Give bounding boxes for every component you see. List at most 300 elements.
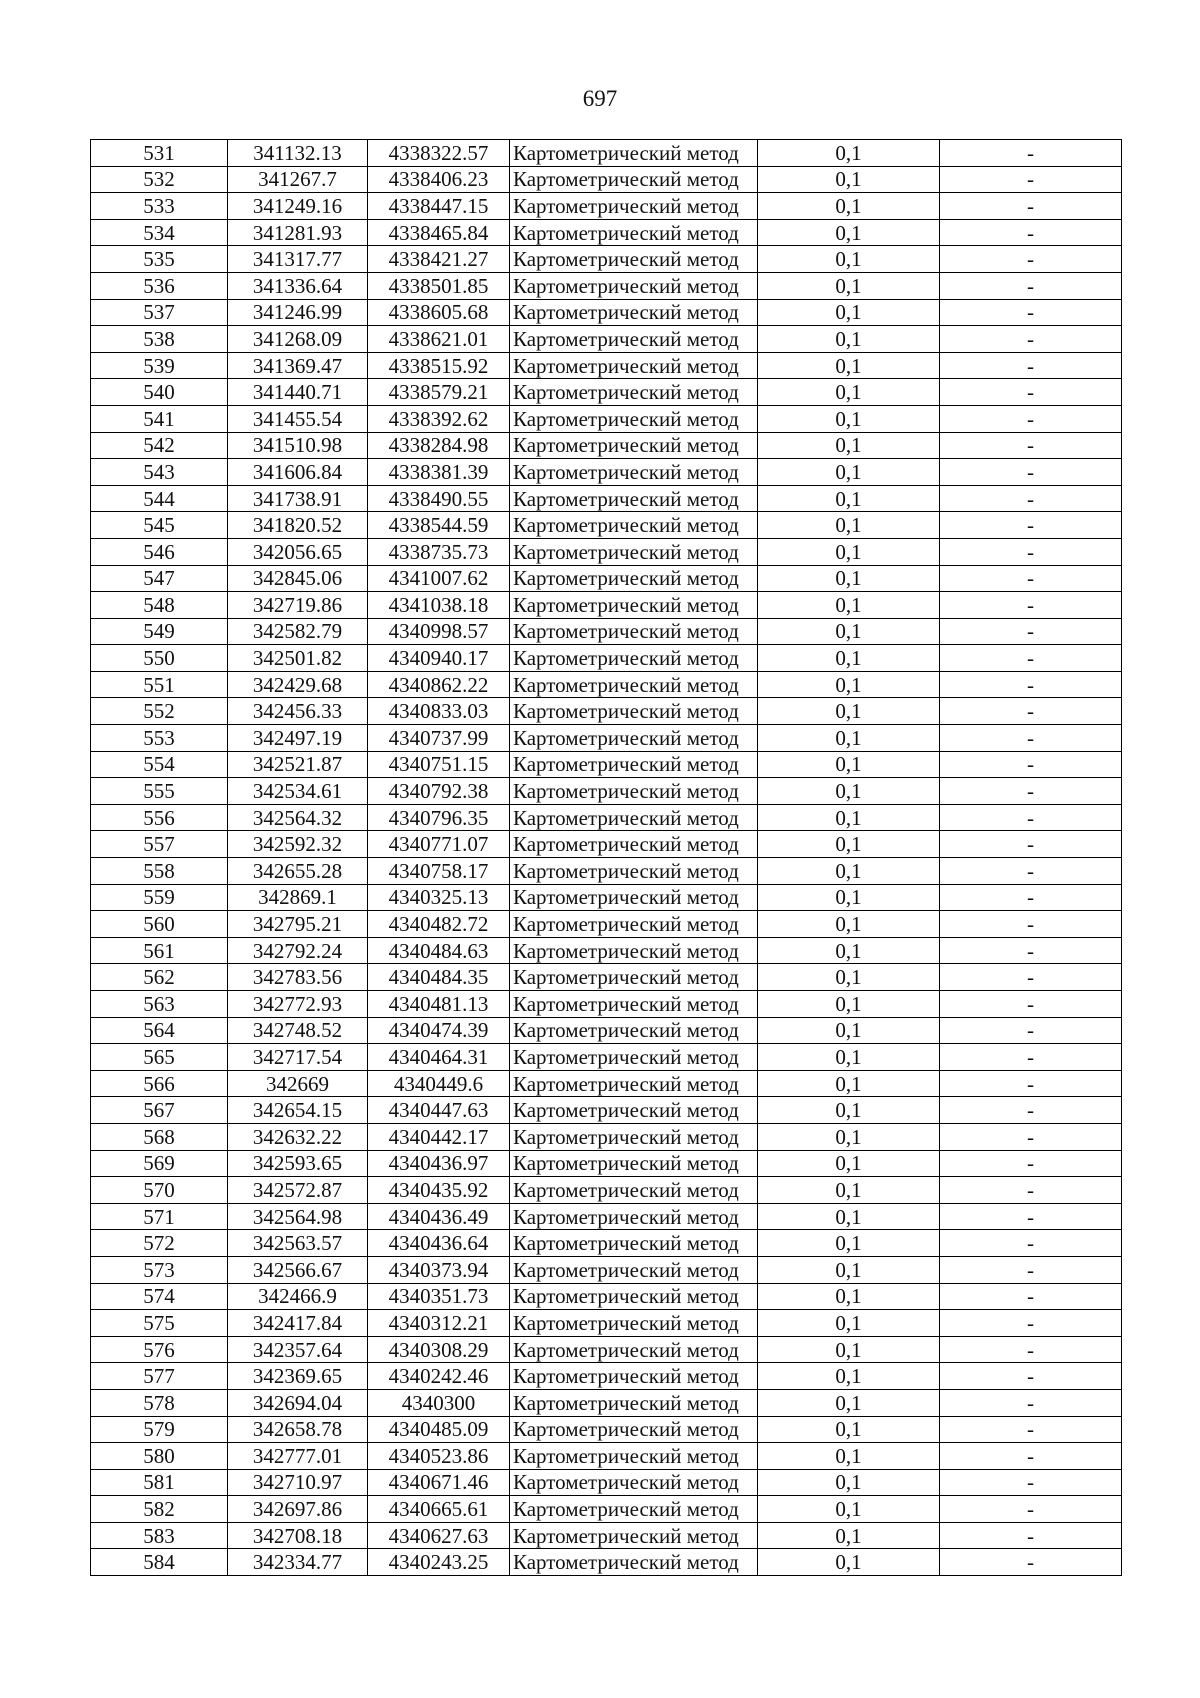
note-cell: - (940, 538, 1122, 565)
method-cell: Картометрический метод (510, 166, 758, 193)
table-row (91, 140, 1122, 167)
method-cell: Картометрический метод (510, 219, 758, 246)
table-row (91, 1522, 1122, 1549)
accuracy-cell: 0,1 (758, 592, 940, 619)
y-coordinate-cell: 4338621.01 (368, 326, 510, 353)
x-coordinate-cell: 342792.24 (228, 937, 368, 964)
point-number-cell: 561 (91, 937, 228, 964)
accuracy-cell: 0,1 (758, 1203, 940, 1230)
method-cell: Картометрический метод (510, 193, 758, 220)
y-coordinate-cell: 4340436.64 (368, 1230, 510, 1257)
y-coordinate-cell: 4338447.15 (368, 193, 510, 220)
x-coordinate-cell: 342593.65 (228, 1150, 368, 1177)
method-cell: Картометрический метод (510, 911, 758, 938)
accuracy-cell: 0,1 (758, 1017, 940, 1044)
y-coordinate-cell: 4340243.25 (368, 1549, 510, 1576)
note-cell: - (940, 991, 1122, 1018)
x-coordinate-cell: 342708.18 (228, 1522, 368, 1549)
x-coordinate-cell: 342369.65 (228, 1363, 368, 1390)
x-coordinate-cell: 342592.32 (228, 831, 368, 858)
point-number-cell: 573 (91, 1256, 228, 1283)
point-number-cell: 580 (91, 1443, 228, 1470)
y-coordinate-cell: 4340447.63 (368, 1097, 510, 1124)
table-row (91, 193, 1122, 220)
table-row (91, 1017, 1122, 1044)
point-number-cell: 563 (91, 991, 228, 1018)
x-coordinate-cell: 342564.32 (228, 804, 368, 831)
x-coordinate-cell: 342572.87 (228, 1177, 368, 1204)
note-cell: - (940, 140, 1122, 167)
table-row (91, 964, 1122, 991)
x-coordinate-cell: 342466.9 (228, 1283, 368, 1310)
x-coordinate-cell: 342564.98 (228, 1203, 368, 1230)
y-coordinate-cell: 4340481.13 (368, 991, 510, 1018)
y-coordinate-cell: 4340474.39 (368, 1017, 510, 1044)
note-cell: - (940, 1177, 1122, 1204)
note-cell: - (940, 432, 1122, 459)
x-coordinate-cell: 342357.64 (228, 1336, 368, 1363)
method-cell: Картометрический метод (510, 432, 758, 459)
method-cell: Картометрический метод (510, 512, 758, 539)
accuracy-cell: 0,1 (758, 1363, 940, 1390)
x-coordinate-cell: 342563.57 (228, 1230, 368, 1257)
point-number-cell: 570 (91, 1177, 228, 1204)
table-row (91, 512, 1122, 539)
point-number-cell: 582 (91, 1496, 228, 1523)
y-coordinate-cell: 4340751.15 (368, 751, 510, 778)
x-coordinate-cell: 342417.84 (228, 1310, 368, 1337)
accuracy-cell: 0,1 (758, 1389, 940, 1416)
y-coordinate-cell: 4338605.68 (368, 299, 510, 326)
y-coordinate-cell: 4338406.23 (368, 166, 510, 193)
method-cell: Картометрический метод (510, 1123, 758, 1150)
x-coordinate-cell: 342521.87 (228, 751, 368, 778)
x-coordinate-cell: 342534.61 (228, 778, 368, 805)
accuracy-cell: 0,1 (758, 1070, 940, 1097)
note-cell: - (940, 751, 1122, 778)
point-number-cell: 572 (91, 1230, 228, 1257)
table-row (91, 698, 1122, 725)
table-row (91, 1123, 1122, 1150)
y-coordinate-cell: 4340758.17 (368, 858, 510, 885)
method-cell: Картометрический метод (510, 645, 758, 672)
point-number-cell: 532 (91, 166, 228, 193)
point-number-cell: 574 (91, 1283, 228, 1310)
y-coordinate-cell: 4340300 (368, 1389, 510, 1416)
note-cell: - (940, 1310, 1122, 1337)
y-coordinate-cell: 4340436.49 (368, 1203, 510, 1230)
point-number-cell: 537 (91, 299, 228, 326)
accuracy-cell: 0,1 (758, 991, 940, 1018)
y-coordinate-cell: 4340464.31 (368, 1044, 510, 1071)
accuracy-cell: 0,1 (758, 1336, 940, 1363)
table-row (91, 725, 1122, 752)
method-cell: Картометрический метод (510, 1496, 758, 1523)
method-cell: Картометрический метод (510, 1256, 758, 1283)
note-cell: - (940, 884, 1122, 911)
point-number-cell: 583 (91, 1522, 228, 1549)
method-cell: Картометрический метод (510, 964, 758, 991)
note-cell: - (940, 1097, 1122, 1124)
x-coordinate-cell: 342632.22 (228, 1123, 368, 1150)
point-number-cell: 546 (91, 538, 228, 565)
note-cell: - (940, 645, 1122, 672)
y-coordinate-cell: 4340484.35 (368, 964, 510, 991)
method-cell: Картометрический метод (510, 1097, 758, 1124)
accuracy-cell: 0,1 (758, 1097, 940, 1124)
accuracy-cell: 0,1 (758, 485, 940, 512)
y-coordinate-cell: 4340671.46 (368, 1469, 510, 1496)
method-cell: Картометрический метод (510, 778, 758, 805)
accuracy-cell: 0,1 (758, 671, 940, 698)
point-number-cell: 571 (91, 1203, 228, 1230)
method-cell: Картометрический метод (510, 1363, 758, 1390)
method-cell: Картометрический метод (510, 1549, 758, 1576)
accuracy-cell: 0,1 (758, 512, 940, 539)
accuracy-cell: 0,1 (758, 1522, 940, 1549)
y-coordinate-cell: 4340325.13 (368, 884, 510, 911)
note-cell: - (940, 1017, 1122, 1044)
y-coordinate-cell: 4341038.18 (368, 592, 510, 619)
x-coordinate-cell: 342869.1 (228, 884, 368, 911)
method-cell: Картометрический метод (510, 299, 758, 326)
note-cell: - (940, 485, 1122, 512)
note-cell: - (940, 858, 1122, 885)
table-row (91, 618, 1122, 645)
x-coordinate-cell: 342582.79 (228, 618, 368, 645)
point-number-cell: 536 (91, 272, 228, 299)
method-cell: Картометрический метод (510, 140, 758, 167)
accuracy-cell: 0,1 (758, 459, 940, 486)
method-cell: Картометрический метод (510, 1443, 758, 1470)
y-coordinate-cell: 4340627.63 (368, 1522, 510, 1549)
method-cell: Картометрический метод (510, 592, 758, 619)
point-number-cell: 534 (91, 219, 228, 246)
x-coordinate-cell: 342456.33 (228, 698, 368, 725)
accuracy-cell: 0,1 (758, 326, 940, 353)
point-number-cell: 577 (91, 1363, 228, 1390)
y-coordinate-cell: 4340312.21 (368, 1310, 510, 1337)
method-cell: Картометрический метод (510, 618, 758, 645)
accuracy-cell: 0,1 (758, 698, 940, 725)
note-cell: - (940, 1283, 1122, 1310)
point-number-cell: 533 (91, 193, 228, 220)
note-cell: - (940, 725, 1122, 752)
point-number-cell: 560 (91, 911, 228, 938)
point-number-cell: 539 (91, 352, 228, 379)
note-cell: - (940, 1389, 1122, 1416)
x-coordinate-cell: 341317.77 (228, 246, 368, 273)
y-coordinate-cell: 4340771.07 (368, 831, 510, 858)
x-coordinate-cell: 342566.67 (228, 1256, 368, 1283)
method-cell: Картометрический метод (510, 1416, 758, 1443)
y-coordinate-cell: 4340351.73 (368, 1283, 510, 1310)
table-row (91, 911, 1122, 938)
accuracy-cell: 0,1 (758, 272, 940, 299)
method-cell: Картометрический метод (510, 804, 758, 831)
table-row (91, 299, 1122, 326)
coordinates-table-body (91, 140, 1122, 1576)
note-cell: - (940, 1070, 1122, 1097)
table-row (91, 1336, 1122, 1363)
point-number-cell: 569 (91, 1150, 228, 1177)
table-row (91, 1150, 1122, 1177)
method-cell: Картометрический метод (510, 1230, 758, 1257)
x-coordinate-cell: 341267.7 (228, 166, 368, 193)
point-number-cell: 557 (91, 831, 228, 858)
x-coordinate-cell: 341440.71 (228, 379, 368, 406)
accuracy-cell: 0,1 (758, 884, 940, 911)
coordinates-table (90, 139, 1122, 1576)
x-coordinate-cell: 341369.47 (228, 352, 368, 379)
method-cell: Картометрический метод (510, 1177, 758, 1204)
table-row (91, 432, 1122, 459)
point-number-cell: 531 (91, 140, 228, 167)
x-coordinate-cell: 341132.13 (228, 140, 368, 167)
x-coordinate-cell: 341268.09 (228, 326, 368, 353)
note-cell: - (940, 1496, 1122, 1523)
note-cell: - (940, 1363, 1122, 1390)
table-row (91, 1283, 1122, 1310)
point-number-cell: 566 (91, 1070, 228, 1097)
page-number: 697 (582, 86, 618, 111)
table-row (91, 1070, 1122, 1097)
accuracy-cell: 0,1 (758, 1123, 940, 1150)
table-row (91, 1097, 1122, 1124)
method-cell: Картометрический метод (510, 1070, 758, 1097)
table-row (91, 884, 1122, 911)
table-row (91, 1443, 1122, 1470)
accuracy-cell: 0,1 (758, 1416, 940, 1443)
table-row (91, 592, 1122, 619)
x-coordinate-cell: 341738.91 (228, 485, 368, 512)
table-row (91, 1044, 1122, 1071)
accuracy-cell: 0,1 (758, 645, 940, 672)
note-cell: - (940, 565, 1122, 592)
y-coordinate-cell: 4340998.57 (368, 618, 510, 645)
table-row (91, 352, 1122, 379)
note-cell: - (940, 778, 1122, 805)
method-cell: Картометрический метод (510, 1469, 758, 1496)
method-cell: Картометрический метод (510, 884, 758, 911)
point-number-cell: 535 (91, 246, 228, 273)
accuracy-cell: 0,1 (758, 751, 940, 778)
method-cell: Картометрический метод (510, 831, 758, 858)
table-row (91, 804, 1122, 831)
point-number-cell: 547 (91, 565, 228, 592)
point-number-cell: 543 (91, 459, 228, 486)
table-row (91, 1549, 1122, 1576)
x-coordinate-cell: 342710.97 (228, 1469, 368, 1496)
point-number-cell: 556 (91, 804, 228, 831)
accuracy-cell: 0,1 (758, 1230, 940, 1257)
accuracy-cell: 0,1 (758, 1496, 940, 1523)
table-row (91, 485, 1122, 512)
accuracy-cell: 0,1 (758, 219, 940, 246)
y-coordinate-cell: 4338490.55 (368, 485, 510, 512)
x-coordinate-cell: 342497.19 (228, 725, 368, 752)
note-cell: - (940, 272, 1122, 299)
x-coordinate-cell: 341246.99 (228, 299, 368, 326)
point-number-cell: 552 (91, 698, 228, 725)
method-cell: Картометрический метод (510, 1017, 758, 1044)
point-number-cell: 545 (91, 512, 228, 539)
accuracy-cell: 0,1 (758, 778, 940, 805)
x-coordinate-cell: 342655.28 (228, 858, 368, 885)
point-number-cell: 568 (91, 1123, 228, 1150)
note-cell: - (940, 1123, 1122, 1150)
y-coordinate-cell: 4340665.61 (368, 1496, 510, 1523)
note-cell: - (940, 1150, 1122, 1177)
method-cell: Картометрический метод (510, 459, 758, 486)
note-cell: - (940, 299, 1122, 326)
point-number-cell: 558 (91, 858, 228, 885)
y-coordinate-cell: 4340485.09 (368, 1416, 510, 1443)
note-cell: - (940, 193, 1122, 220)
method-cell: Картометрический метод (510, 405, 758, 432)
note-cell: - (940, 1336, 1122, 1363)
y-coordinate-cell: 4341007.62 (368, 565, 510, 592)
note-cell: - (940, 166, 1122, 193)
y-coordinate-cell: 4338465.84 (368, 219, 510, 246)
note-cell: - (940, 1203, 1122, 1230)
accuracy-cell: 0,1 (758, 804, 940, 831)
method-cell: Картометрический метод (510, 379, 758, 406)
y-coordinate-cell: 4340940.17 (368, 645, 510, 672)
accuracy-cell: 0,1 (758, 831, 940, 858)
x-coordinate-cell: 342845.06 (228, 565, 368, 592)
accuracy-cell: 0,1 (758, 246, 940, 273)
y-coordinate-cell: 4338579.21 (368, 379, 510, 406)
y-coordinate-cell: 4340242.46 (368, 1363, 510, 1390)
note-cell: - (940, 1416, 1122, 1443)
table-row (91, 1256, 1122, 1283)
table-row (91, 937, 1122, 964)
x-coordinate-cell: 342654.15 (228, 1097, 368, 1124)
x-coordinate-cell: 341455.54 (228, 405, 368, 432)
x-coordinate-cell: 341510.98 (228, 432, 368, 459)
accuracy-cell: 0,1 (758, 1256, 940, 1283)
x-coordinate-cell: 342748.52 (228, 1017, 368, 1044)
point-number-cell: 544 (91, 485, 228, 512)
point-number-cell: 541 (91, 405, 228, 432)
x-coordinate-cell: 342795.21 (228, 911, 368, 938)
x-coordinate-cell: 342056.65 (228, 538, 368, 565)
accuracy-cell: 0,1 (758, 1469, 940, 1496)
x-coordinate-cell: 342719.86 (228, 592, 368, 619)
point-number-cell: 584 (91, 1549, 228, 1576)
note-cell: - (940, 592, 1122, 619)
table-row (91, 991, 1122, 1018)
point-number-cell: 548 (91, 592, 228, 619)
table-row (91, 219, 1122, 246)
x-coordinate-cell: 342772.93 (228, 991, 368, 1018)
accuracy-cell: 0,1 (758, 1150, 940, 1177)
accuracy-cell: 0,1 (758, 379, 940, 406)
point-number-cell: 565 (91, 1044, 228, 1071)
accuracy-cell: 0,1 (758, 1549, 940, 1576)
table-row (91, 1310, 1122, 1337)
y-coordinate-cell: 4340737.99 (368, 725, 510, 752)
point-number-cell: 554 (91, 751, 228, 778)
accuracy-cell: 0,1 (758, 538, 940, 565)
y-coordinate-cell: 4340484.63 (368, 937, 510, 964)
method-cell: Картометрический метод (510, 1283, 758, 1310)
accuracy-cell: 0,1 (758, 193, 940, 220)
y-coordinate-cell: 4340862.22 (368, 671, 510, 698)
accuracy-cell: 0,1 (758, 618, 940, 645)
point-number-cell: 562 (91, 964, 228, 991)
table-row (91, 326, 1122, 353)
table-row (91, 1389, 1122, 1416)
note-cell: - (940, 831, 1122, 858)
y-coordinate-cell: 4340436.97 (368, 1150, 510, 1177)
note-cell: - (940, 671, 1122, 698)
note-cell: - (940, 698, 1122, 725)
table-row (91, 1177, 1122, 1204)
note-cell: - (940, 246, 1122, 273)
table-row (91, 1203, 1122, 1230)
table-row (91, 831, 1122, 858)
y-coordinate-cell: 4338735.73 (368, 538, 510, 565)
y-coordinate-cell: 4340792.38 (368, 778, 510, 805)
table-row (91, 645, 1122, 672)
point-number-cell: 567 (91, 1097, 228, 1124)
x-coordinate-cell: 341336.64 (228, 272, 368, 299)
table-row (91, 405, 1122, 432)
accuracy-cell: 0,1 (758, 1044, 940, 1071)
y-coordinate-cell: 4338544.59 (368, 512, 510, 539)
table-row (91, 1496, 1122, 1523)
accuracy-cell: 0,1 (758, 432, 940, 459)
accuracy-cell: 0,1 (758, 140, 940, 167)
point-number-cell: 576 (91, 1336, 228, 1363)
y-coordinate-cell: 4338284.98 (368, 432, 510, 459)
method-cell: Картометрический метод (510, 1336, 758, 1363)
table-row (91, 1230, 1122, 1257)
note-cell: - (940, 1230, 1122, 1257)
note-cell: - (940, 1443, 1122, 1470)
table-row (91, 565, 1122, 592)
method-cell: Картометрический метод (510, 671, 758, 698)
method-cell: Картометрический метод (510, 272, 758, 299)
x-coordinate-cell: 341606.84 (228, 459, 368, 486)
accuracy-cell: 0,1 (758, 299, 940, 326)
note-cell: - (940, 804, 1122, 831)
accuracy-cell: 0,1 (758, 1310, 940, 1337)
y-coordinate-cell: 4338501.85 (368, 272, 510, 299)
x-coordinate-cell: 342669 (228, 1070, 368, 1097)
note-cell: - (940, 1044, 1122, 1071)
accuracy-cell: 0,1 (758, 1283, 940, 1310)
note-cell: - (940, 911, 1122, 938)
method-cell: Картометрический метод (510, 246, 758, 273)
accuracy-cell: 0,1 (758, 911, 940, 938)
accuracy-cell: 0,1 (758, 1177, 940, 1204)
x-coordinate-cell: 342429.68 (228, 671, 368, 698)
accuracy-cell: 0,1 (758, 964, 940, 991)
table-row (91, 1363, 1122, 1390)
point-number-cell: 540 (91, 379, 228, 406)
note-cell: - (940, 1522, 1122, 1549)
note-cell: - (940, 326, 1122, 353)
note-cell: - (940, 405, 1122, 432)
method-cell: Картометрический метод (510, 1389, 758, 1416)
x-coordinate-cell: 341281.93 (228, 219, 368, 246)
x-coordinate-cell: 342334.77 (228, 1549, 368, 1576)
x-coordinate-cell: 342658.78 (228, 1416, 368, 1443)
table-row (91, 379, 1122, 406)
